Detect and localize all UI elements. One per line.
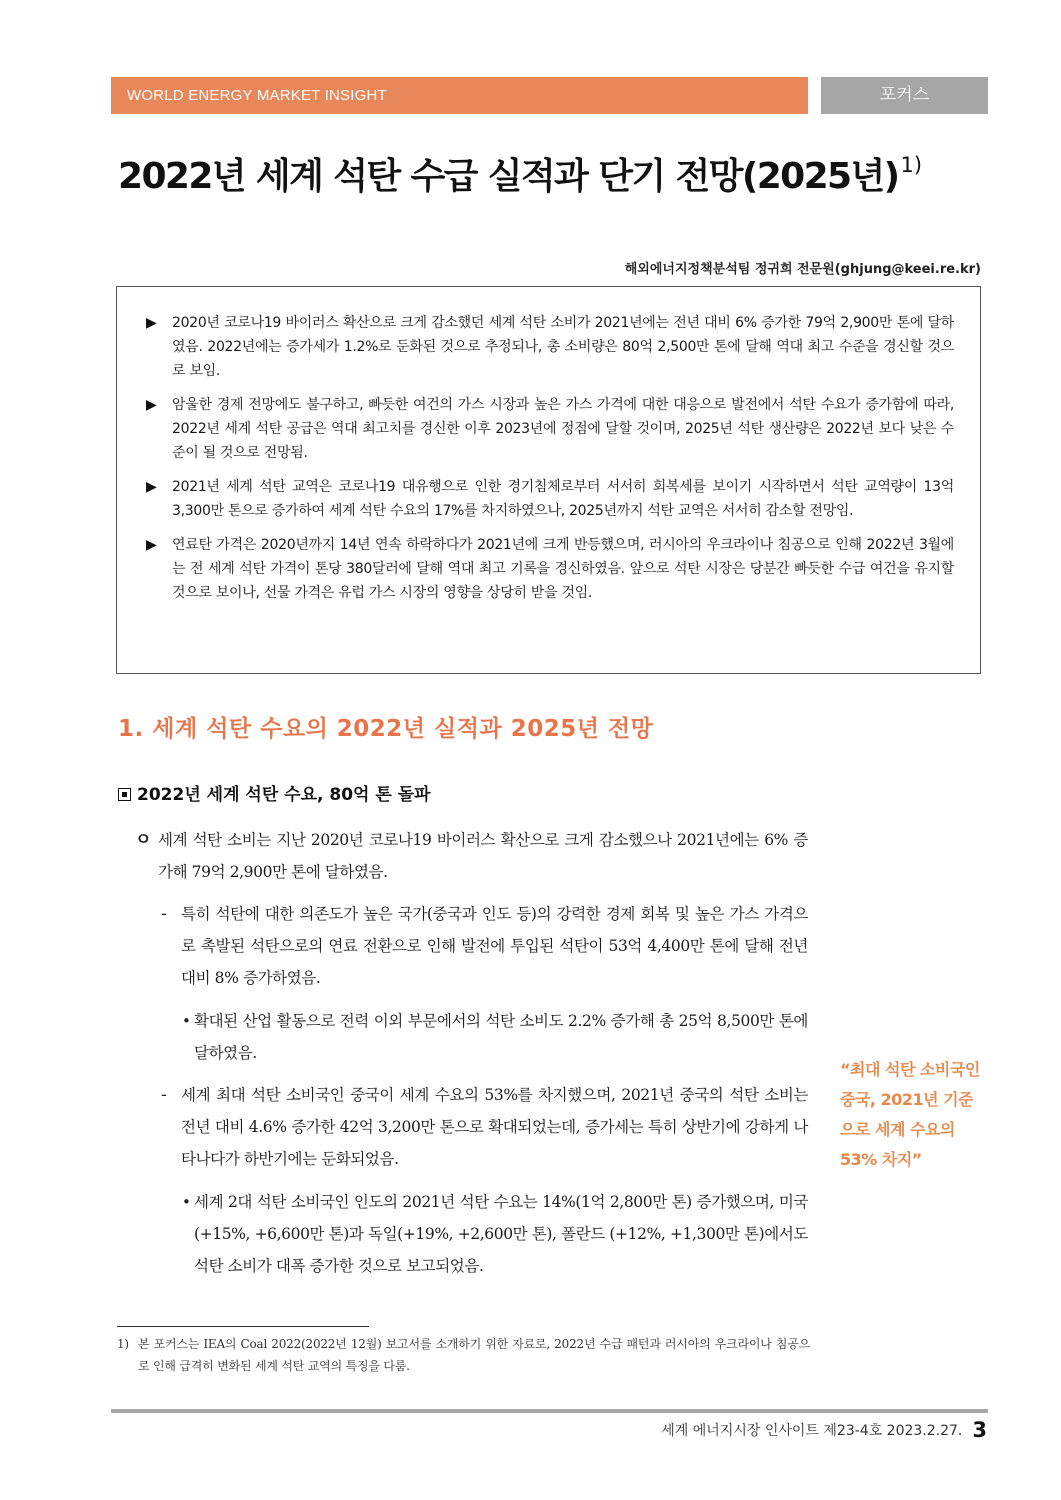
subsection-heading bbox=[118, 780, 431, 805]
square-bullet-icon bbox=[118, 788, 131, 801]
body-paragraph: 세계 최대 석탄 소비국인 중국이 세계 수요의 53%를 차지했으며, 2021년 중국의 석탄 소비는 전년 대비 4.6% 증가한 42억 3,200만 톤으로 확대되었는데, 증가세는 특히 상반기에 강하게 나타나다가 하반기에는 둔화되었음. bbox=[181, 1086, 808, 1168]
section-tag: 포커스 bbox=[821, 77, 988, 114]
dash-bullet-icon: - bbox=[161, 1085, 167, 1104]
footnote-text: 본 포커스는 IEA의 Coal 2022(2022년 12월) 보고서를 소개하기 위한 자료로, 2022년 수급 패턴과 러시아의 우크라이나 침공으로 인해 급격히 변화된 세계 석탄 교역의 특징을 다룸. bbox=[138, 1337, 810, 1373]
pull-quote: “최대 석탄 소비국인 중국, 2021년 기준으로 세계 수요의 53% 차지” bbox=[840, 1060, 980, 1169]
triangle-bullet-icon: ▶ bbox=[146, 537, 157, 553]
body-paragraph: 확대된 산업 활동으로 전력 이외 부문에서의 석탄 소비도 2.2% 증가해 총 25억 8,500만 톤에 달하였음. bbox=[194, 1012, 808, 1062]
triangle-bullet-icon: ▶ bbox=[146, 315, 157, 331]
circle-bullet-icon: ㅇ bbox=[135, 830, 152, 850]
footer-divider bbox=[111, 1409, 988, 1413]
subsection-heading-text: 2022년 세계 석탄 수요, 80억 톤 돌파 bbox=[137, 785, 431, 805]
footnote-divider bbox=[117, 1326, 369, 1327]
summary-item bbox=[146, 475, 954, 523]
footnote bbox=[117, 1333, 810, 1377]
summary-text: 2021년 세계 석탄 교역은 코로나19 대유행으로 인한 경기침체로부터 서서히 회복세를 보이기 시작하면서 석탄 교역량이 13억 3,300만 톤으로 증가하여 세계 석탄 수요의 17%를 차지하였으나, 2025년까지 석탄 교역은 서서히 감소할 전망임. bbox=[172, 479, 954, 519]
section-heading: 1. 세계 석탄 수요의 2022년 실적과 2025년 전망 bbox=[118, 716, 654, 742]
summary-item bbox=[146, 311, 954, 383]
body-paragraph: 특히 석탄에 대한 의존도가 높은 국가(중국과 인도 등)의 강력한 경제 회복 및 높은 가스 가격으로 촉발된 석탄으로의 연료 전환으로 인해 발전에 투입된 석탄이 53억 4,400만 톤에 달해 전년 대비 8% 증가하였음. bbox=[181, 905, 808, 987]
title-footnote-ref[interactable]: 1) bbox=[900, 153, 923, 177]
page-title bbox=[118, 148, 998, 199]
page-footer bbox=[661, 1418, 987, 1442]
triangle-bullet-icon: ▶ bbox=[146, 479, 157, 495]
publication-info: 세계 에너지시장 인사이트 제23-4호 2023.2.27. bbox=[661, 1423, 963, 1439]
triangle-bullet-icon: ▶ bbox=[146, 397, 157, 413]
footnote-number: 1) bbox=[117, 1337, 129, 1351]
summary-item bbox=[146, 393, 954, 465]
author-line: 해외에너지정책분석팀 정귀희 전문원(ghjung@keei.re.kr) bbox=[624, 262, 981, 277]
page-number: 3 bbox=[972, 1418, 987, 1442]
summary-item bbox=[146, 533, 954, 605]
dot-bullet-icon: • bbox=[182, 1012, 191, 1030]
series-banner: WORLD ENERGY MARKET INSIGHT bbox=[111, 77, 808, 114]
summary-text: 2020년 코로나19 바이러스 확산으로 크게 감소했던 세계 석탄 소비가 2021년에는 전년 대비 6% 증가한 79억 2,900만 톤에 달하였음. 2022년에는 증가세가 1.2%로 둔화된 것으로 추정되나, 총 소비량은 80억 2,500만 톤에 달해 역대 최고 수준을 경신할 것으로 보임. bbox=[172, 315, 954, 379]
body-paragraph: 세계 2대 석탄 소비국인 인도의 2021년 석탄 수요는 14%(1억 2,800만 톤) 증가했으며, 미국(+15%, +6,600만 톤)과 독일(+19%, +2,600만 톤), 폴란드 (+12%, +1,300만 톤)에서도 석탄 소비가 대폭 증가한 것으로 보고되었음. bbox=[194, 1193, 808, 1275]
summary-text: 암울한 경제 전망에도 불구하고, 빠듯한 여건의 가스 시장과 높은 가스 가격에 대한 대응으로 발전에서 석탄 수요가 증가함에 따라, 2022년 세계 석탄 공급은 역대 최고치를 경신한 이후 2023년에 정점에 달할 것이며, 2025년 석탄 생산량은 2022년 보다 낮은 수준이 될 것으로 전망됨. bbox=[172, 397, 954, 461]
summary-box bbox=[116, 286, 981, 674]
title-text: 2022년 세계 석탄 수급 실적과 단기 전망(2025년) bbox=[118, 156, 899, 197]
summary-text: 연료탄 가격은 2020년까지 14년 연속 하락하다가 2021년에 크게 반등했으며, 러시아의 우크라이나 침공으로 인해 2022년 3월에는 전 세계 석탄 가격이 톤당 380달러에 달해 역대 최고 기록을 경신하였음. 앞으로 석탄 시장은 당분간 빠듯한 수급 여건을 유지할 것으로 보이나, 선물 가격은 유럽 가스 시장의 영향을 상당히 받을 것임. bbox=[172, 537, 954, 601]
body-paragraph: 세계 석탄 소비는 지난 2020년 코로나19 바이러스 확산으로 크게 감소했으나 2021년에는 6% 증가해 79억 2,900만 톤에 달하였음. bbox=[158, 831, 808, 881]
dash-bullet-icon: - bbox=[161, 904, 167, 923]
dot-bullet-icon: • bbox=[182, 1193, 191, 1211]
